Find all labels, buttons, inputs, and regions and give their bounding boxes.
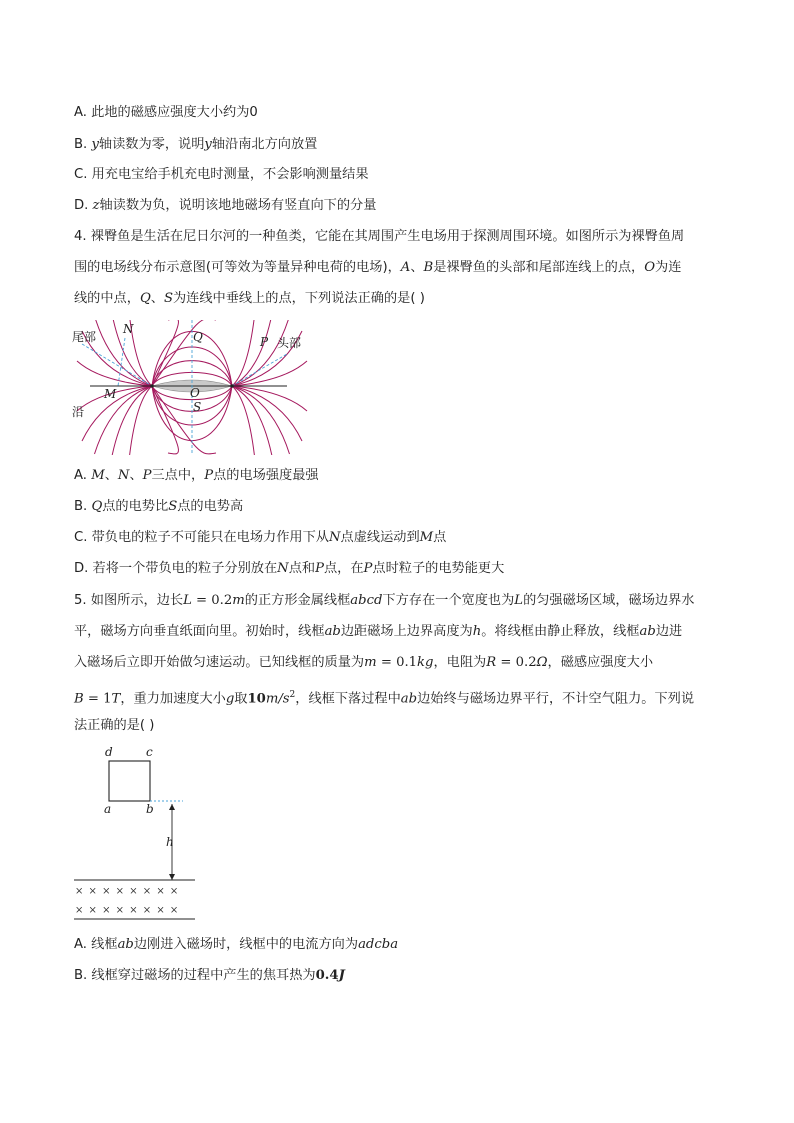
q4-stem-line1: 4. 裸臀鱼是生活在尼日尔河的一种鱼类，它能在其周围产生电场用于探测周围环境。如图所示为裸臀鱼周 bbox=[74, 229, 685, 244]
charge-tail bbox=[150, 384, 154, 388]
q4-option-c: C. 带负电的粒子不可能只在电场力作用下从N点虚线运动到M点 bbox=[74, 530, 447, 545]
q3-option-d: D. z轴读数为负，说明该地地磁场有竖直向下的分量 bbox=[74, 198, 377, 213]
electric-field-diagram bbox=[72, 320, 312, 455]
dashed-n-line bbox=[118, 338, 125, 386]
q5-stem-line4: B = 1T，重力加速度大小g取$10m/s^2$，线框下落过程中ab边始终与磁场边界平行，不计空气阻力。下列说 bbox=[74, 690, 695, 707]
field-line bbox=[232, 320, 272, 386]
q4-stem-line3: 线的中点，Q、S为连线中垂线上的点，下列说法正确的是( ) bbox=[74, 291, 425, 306]
label-along: 沿 bbox=[72, 405, 85, 419]
label-n: N bbox=[123, 322, 134, 336]
arrow-head-up bbox=[169, 804, 175, 810]
label-c: c bbox=[146, 745, 153, 759]
field-line bbox=[77, 361, 152, 386]
field-line bbox=[232, 386, 302, 441]
q3-option-a: A. 此地的磁感应强度大小约为0 bbox=[74, 105, 258, 120]
q5-option-b: B. 线框穿过磁场的过程中产生的焦耳热为0.4J bbox=[74, 968, 345, 983]
dashed-head-line bbox=[232, 354, 287, 386]
square-frame bbox=[109, 761, 150, 801]
field-line bbox=[232, 386, 307, 411]
q5-stem-line2: 平，磁场方向垂直纸面向里。初始时，线框ab边距磁场上边界高度为h。将线框由静止释放，线框ab边进 bbox=[74, 624, 683, 639]
field-line bbox=[152, 386, 216, 454]
label-s: S bbox=[193, 400, 202, 414]
field-row-2: × × × × × × × × bbox=[75, 905, 180, 916]
q5-stem-line1: 5. 如图所示，边长L = 0.2m的正方形金属线框abcd下方存在一个宽度也为L的匀强磁场区域，磁场边界水 bbox=[74, 593, 695, 608]
label-tail: 尾部 bbox=[72, 330, 97, 344]
label-h: h bbox=[166, 835, 174, 849]
field-line bbox=[232, 386, 255, 455]
label-m: M bbox=[104, 387, 117, 401]
q5-option-a: A. 线框ab边刚进入磁场时，线框中的电流方向为adcba bbox=[74, 937, 399, 952]
q5-stem-line3: 入磁场后立即开始做匀速运动。已知线框的质量为m = 0.1kg，电阻为R = 0.2Ω，磁感应强度大小 bbox=[74, 655, 654, 670]
q5-stem-line5: 法正确的是( ) bbox=[74, 718, 155, 733]
q4-stem-line2: 围的电场线分布示意图(可等效为等量异种电荷的电场)，A、B是裸臀鱼的头部和尾部连线上的点，O为连 bbox=[74, 260, 682, 275]
arrow-head-down bbox=[169, 874, 175, 880]
label-head: 头部 bbox=[277, 336, 302, 350]
q4-option-d: D. 若将一个带负电的粒子分别放在N点和P点，在P点时粒子的电势能更大 bbox=[74, 561, 505, 576]
field-line bbox=[130, 386, 153, 455]
label-b: b bbox=[146, 802, 154, 816]
field-line bbox=[232, 361, 307, 386]
frame-magnetic-field-diagram bbox=[70, 742, 205, 924]
q3-option-b: B. y轴读数为零，说明y轴沿南北方向放置 bbox=[74, 137, 318, 152]
label-a: a bbox=[104, 802, 112, 816]
q4-option-a: A. M、N、P三点中，P点的电场强度最强 bbox=[74, 468, 319, 483]
field-row-1: × × × × × × × × bbox=[75, 886, 180, 897]
label-o: O bbox=[190, 386, 200, 400]
q4-option-b: B. Q点的电势比S点的电势高 bbox=[74, 499, 244, 514]
q3-option-c: C. 用充电宝给手机充电时测量，不会影响测量结果 bbox=[74, 167, 369, 182]
charge-head bbox=[230, 384, 234, 388]
label-p: P bbox=[260, 335, 269, 349]
label-d: d bbox=[105, 745, 113, 759]
label-q: Q bbox=[193, 330, 203, 344]
field-line bbox=[82, 386, 152, 441]
